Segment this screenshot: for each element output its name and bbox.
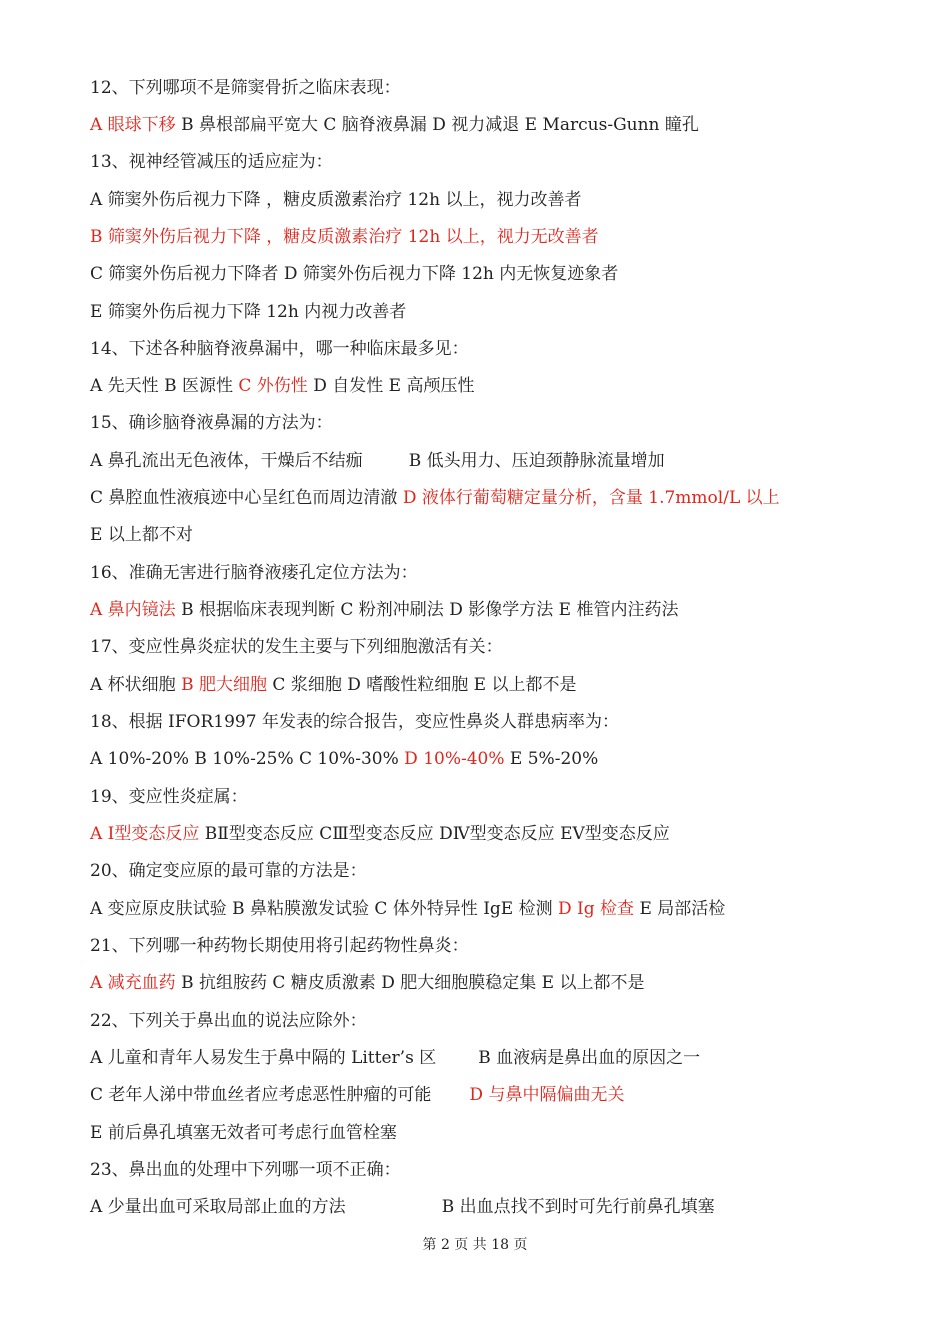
question-13-option-b-answer: B 筛窦外伤后视力下降 ，糖皮质激素治疗 12h 以上，视力无改善者 [90,227,599,247]
answer-highlight: A Ⅰ型变态反应 [90,824,200,844]
option-text: A 鼻孔流出无色液体，干燥后不结痂 [90,451,363,471]
question-16-options [90,598,880,622]
question-13-stem: 13、视神经管减压的适应症为： [90,152,333,172]
option-text: E 5%-20% [504,749,599,769]
answer-highlight: D Ig 检查 [558,899,635,919]
question-21-options [90,971,880,995]
question-18-options [90,747,880,771]
question-16-stem: 16、准确无害进行脑脊液瘘孔定位方法为： [90,563,418,583]
question-19-options [90,822,880,846]
option-text: A 少量出血可采取局部止血的方法 [90,1197,346,1217]
question-12-options [90,113,880,137]
question-20-options [90,897,880,921]
option-text: D 自发性 E 高颅压性 [307,376,475,396]
option-text: A 儿童和青年人易发生于鼻中隔的 Litter’s 区 [90,1048,437,1068]
answer-highlight: A 减充血药 [90,973,176,993]
option-text: BⅡ型变态反应 CⅢ型变态反应 DⅣ型变态反应 EⅤ型变态反应 [199,824,670,844]
question-14-options [90,374,880,398]
question-23-stem: 23、鼻出血的处理中下列哪一项不正确： [90,1160,401,1180]
question-15-stem: 15、确诊脑脊液鼻漏的方法为： [90,413,333,433]
option-text: B 低头用力、压迫颈静脉流量增加 [408,451,665,471]
option-text: C 浆细胞 D 嗜酸性粒细胞 E 以上都不是 [267,675,577,695]
answer-highlight: D 与鼻中隔偏曲无关 [469,1085,625,1105]
option-text: A 先天性 B 医源性 [90,376,239,396]
option-text: B 鼻根部扁平宽大 C 脑脊液鼻漏 D 视力减退 E Marcus-Gunn 瞳孔 [175,115,699,135]
question-12-stem: 12、下列哪项不是筛窦骨折之临床表现： [90,78,401,98]
question-21-stem: 21、下列哪一种药物长期使用将引起药物性鼻炎： [90,936,469,956]
option-text: E 局部活检 [634,899,726,919]
question-14-stem: 14、下述各种脑脊液鼻漏中，哪一种临床最多见： [90,339,469,359]
answer-highlight: B 肥大细胞 [181,675,267,695]
answer-highlight: D 10%-40% [404,749,505,769]
page-number-footer: 第 2 页 共 18 页 [422,1237,528,1253]
option-text: B 抗组胺药 C 糖皮质激素 D 肥大细胞膜稳定集 E 以上都不是 [175,973,645,993]
option-text: B 出血点找不到时可先行前鼻孔填塞 [441,1197,715,1217]
question-19-stem: 19、变应性炎症属： [90,787,248,807]
question-20-stem: 20、确定变应原的最可靠的方法是： [90,861,367,881]
question-13-option-cd: C 筛窦外伤后视力下降者 D 筛窦外伤后视力下降 12h 内无恢复迹象者 [90,264,619,284]
question-22-stem: 22、下列关于鼻出血的说法应除外： [90,1011,367,1031]
option-text: B 根据临床表现判断 C 粉剂冲刷法 D 影像学方法 E 椎管内注药法 [175,600,679,620]
option-text: C 老年人涕中带血丝者应考虑恶性肿瘤的可能 [90,1085,432,1105]
option-text: C 鼻腔血性液痕迹中心呈红色而周边清澈 [90,488,403,508]
question-18-stem: 18、根据 IFOR1997 年发表的综合报告，变应性鼻炎人群患病率为： [90,712,619,732]
answer-highlight: D 液体行葡萄糖定量分析，含量 1.7mmol/L 以上 [402,488,780,508]
question-15-option-e: E 以上都不对 [90,525,193,545]
question-22-option-e: E 前后鼻孔填塞无效者可考虑行血管栓塞 [90,1123,397,1143]
question-22-options-cd [90,1083,880,1107]
answer-highlight: A 眼球下移 [90,115,176,135]
option-text: A 杯状细胞 [90,675,182,695]
option-text: A 10%-20% B 10%-25% C 10%-30% [90,749,405,769]
question-17-options [90,673,880,697]
option-text: A 变应原皮肤试验 B 鼻粘膜激发试验 C 体外特异性 IgE 检测 [90,899,559,919]
question-15-options-ab [90,449,880,473]
question-13-option-e: E 筛窦外伤后视力下降 12h 内视力改善者 [90,302,407,322]
question-17-stem: 17、变应性鼻炎症状的发生主要与下列细胞激活有关： [90,637,503,657]
question-13-option-a: A 筛窦外伤后视力下降 ，糖皮质激素治疗 12h 以上，视力改善者 [90,190,582,210]
option-text: B 血液病是鼻出血的原因之一 [478,1048,701,1068]
question-15-options-cd [90,486,880,510]
question-23-options-ab [90,1195,880,1219]
answer-highlight: C 外伤性 [238,376,308,396]
answer-highlight: A 鼻内镜法 [90,600,176,620]
question-22-options-ab [90,1046,880,1070]
